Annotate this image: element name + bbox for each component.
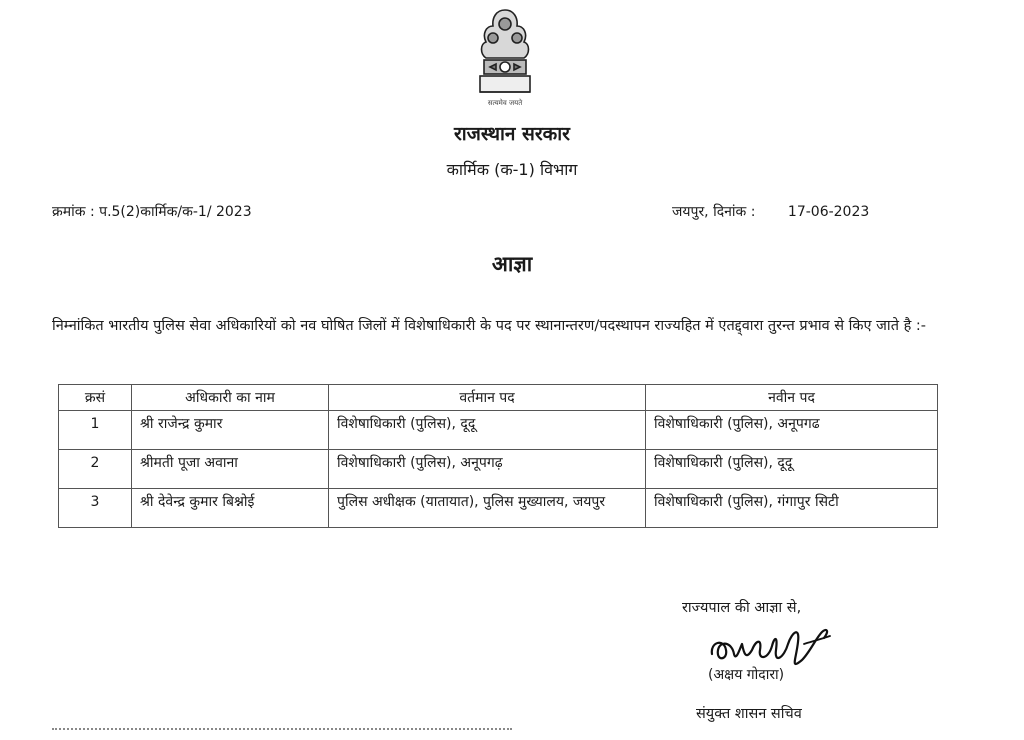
reference-date xyxy=(672,202,869,221)
cell-current-post: विशेषाधिकारी (पुलिस), अनूपगढ़ xyxy=(329,450,646,489)
table-header-row xyxy=(59,385,938,411)
cell-serial: 2 xyxy=(59,450,132,489)
table-row xyxy=(59,489,938,528)
column-header-officer-name: अधिकारी का नाम xyxy=(132,385,329,411)
government-title: राजस्थान सरकार xyxy=(454,123,570,145)
cell-serial: 1 xyxy=(59,411,132,450)
emblem-motto: सत्यमेव जयते xyxy=(487,99,523,107)
state-emblem-icon xyxy=(466,4,544,108)
table-row xyxy=(59,411,938,450)
cell-current-post: पुलिस अधीक्षक (यातायात), पुलिस मुख्यालय, जयपुर xyxy=(329,489,646,528)
order-title: आज्ञा xyxy=(491,252,533,276)
cell-officer-name: श्री राजेन्द्र कुमार xyxy=(132,411,329,450)
reference-number-label: क्रमांक : xyxy=(52,204,95,220)
signer-designation: संयुक्त शासन सचिव xyxy=(696,706,802,722)
by-order-of-governor: राज्यपाल की आज्ञा से, xyxy=(682,600,802,616)
officers-table xyxy=(58,384,938,528)
cell-new-post: विशेषाधिकारी (पुलिस), गंगापुर सिटी xyxy=(646,489,938,528)
department-title: कार्मिक (क-1) विभाग xyxy=(446,160,578,179)
column-header-serial: क्रसं xyxy=(59,385,132,411)
reference-number-value: प.5(2)कार्मिक/क-1/ 2023 xyxy=(99,204,252,220)
reference-date-label: जयपुर, दिनांक : xyxy=(672,204,756,220)
column-header-new-post: नवीन पद xyxy=(646,385,938,411)
reference-date-value: 17-06-2023 xyxy=(787,204,870,220)
cell-current-post: विशेषाधिकारी (पुलिस), दूदू xyxy=(329,411,646,450)
column-header-current-post: वर्तमान पद xyxy=(329,385,646,411)
cell-new-post: विशेषाधिकारी (पुलिस), अनूपगढ xyxy=(646,411,938,450)
order-body-text: निम्नांकित भारतीय पुलिस सेवा अधिकारियों को नव घोषित जिलों में विशेषाधिकारी के पद पर स्थानान्तरण/पदस्थापन राज्यहित में एतद्द्वारा तुरन्त प्रभाव से किए जाते है :- xyxy=(52,318,926,334)
cell-officer-name: श्रीमती पूजा अवाना xyxy=(132,450,329,489)
table-row xyxy=(59,450,938,489)
cell-officer-name: श्री देवेन्द्र कुमार बिश्नोई xyxy=(132,489,329,528)
cell-serial: 3 xyxy=(59,489,132,528)
reference-number xyxy=(52,202,252,221)
cutoff-text-line xyxy=(52,728,512,740)
signer-name: (अक्षय गोदारा) xyxy=(708,667,785,683)
cell-new-post: विशेषाधिकारी (पुलिस), दूदू xyxy=(646,450,938,489)
